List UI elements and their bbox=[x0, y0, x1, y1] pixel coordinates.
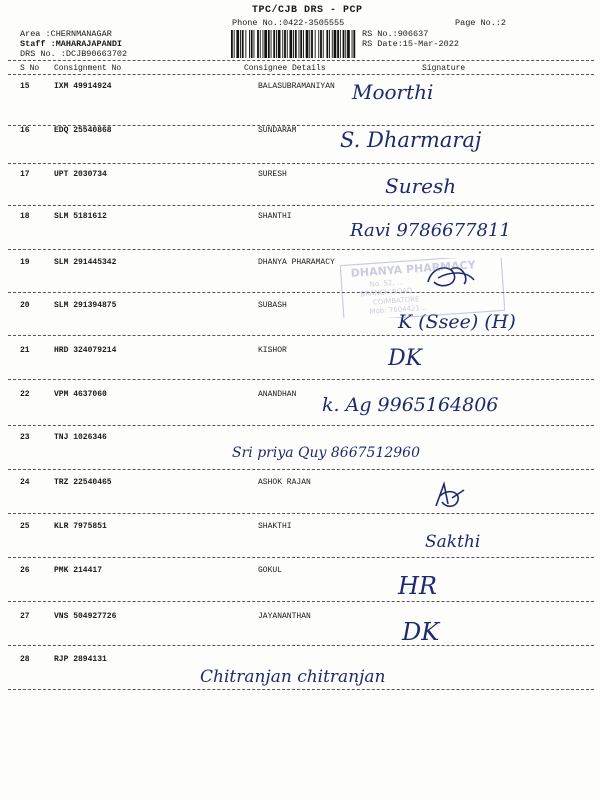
barcode-bar bbox=[282, 30, 283, 58]
table-row bbox=[0, 655, 600, 705]
barcode-bar bbox=[345, 30, 346, 58]
barcode-bar bbox=[311, 30, 313, 58]
row-divider bbox=[8, 335, 594, 336]
row-consignment: SLM 291445342 bbox=[54, 258, 117, 267]
column-consignment: Consignment No bbox=[54, 64, 122, 73]
barcode-bar bbox=[284, 30, 286, 58]
barcode-bar bbox=[240, 30, 241, 58]
row-divider bbox=[8, 645, 594, 646]
row-divider bbox=[8, 557, 594, 558]
barcode-bar bbox=[303, 30, 304, 58]
row-signature: Moorthi bbox=[352, 80, 434, 104]
barcode-bar bbox=[340, 30, 341, 58]
row-sno: 27 bbox=[20, 612, 30, 621]
row-sno: 25 bbox=[20, 522, 30, 531]
barcode-bar bbox=[295, 30, 297, 58]
barcode-bar bbox=[326, 30, 328, 58]
area-label: Area :CHERNMANAGAR bbox=[20, 29, 112, 39]
row-consignment: TRZ 22540465 bbox=[54, 478, 112, 487]
barcode-bar bbox=[323, 30, 324, 58]
row-sno: 24 bbox=[20, 478, 30, 487]
row-signature: k. Ag 9965164806 bbox=[322, 394, 499, 416]
barcode-bar bbox=[343, 30, 345, 58]
row-divider bbox=[8, 163, 594, 164]
barcode-bar bbox=[337, 30, 339, 58]
row-signature: Ravi 9786677811 bbox=[350, 220, 511, 241]
column-signature: Signature bbox=[422, 64, 466, 73]
header-top-rule bbox=[8, 60, 594, 61]
barcode-image bbox=[230, 30, 356, 58]
row-signature: HR bbox=[398, 572, 437, 600]
barcode-bar bbox=[273, 30, 275, 58]
row-sno: 20 bbox=[20, 301, 30, 310]
row-divider bbox=[8, 425, 594, 426]
row-sno: 22 bbox=[20, 390, 30, 399]
row-sno: 15 bbox=[20, 82, 30, 91]
row-consignment: EDQ 25540868 bbox=[54, 126, 112, 135]
barcode-bar bbox=[332, 30, 333, 58]
row-signature: K (Ssee) (H) bbox=[398, 311, 516, 333]
barcode-bar bbox=[276, 30, 277, 58]
staff-label: Staff :MAHARAJAPANDI bbox=[20, 39, 123, 49]
barcode-bar bbox=[236, 30, 239, 58]
barcode-bar bbox=[234, 30, 235, 58]
row-divider bbox=[8, 513, 594, 514]
row-consignment: TNJ 1026346 bbox=[54, 433, 107, 442]
barcode-bar bbox=[352, 30, 353, 58]
page-number: Page No.:2 bbox=[455, 18, 507, 28]
barcode-bar bbox=[245, 30, 246, 58]
row-signature: Sri priya Quy 8667512960 bbox=[232, 445, 420, 461]
row-sno: 21 bbox=[20, 346, 30, 355]
table-row bbox=[0, 478, 600, 528]
barcode-bar bbox=[306, 30, 309, 58]
row-divider bbox=[8, 601, 594, 602]
svg-text:BRANCH ROAD ...: BRANCH ROAD ... bbox=[360, 286, 422, 299]
row-consignee: BALASUBRAMANIYAN bbox=[258, 82, 335, 91]
table-row bbox=[0, 522, 600, 572]
svg-text:COIMBATORE: COIMBATORE bbox=[372, 295, 420, 307]
row-signature-scrawl bbox=[430, 478, 470, 512]
barcode-bar bbox=[271, 30, 272, 58]
barcode-bar bbox=[353, 30, 355, 58]
row-signature: Sakthi bbox=[425, 532, 481, 552]
row-consignee: ANANDHAN bbox=[258, 390, 297, 399]
row-sno: 28 bbox=[20, 655, 30, 664]
row-sno: 18 bbox=[20, 212, 30, 221]
svg-text:Mob: 7604421...: Mob: 7604421... bbox=[369, 303, 427, 316]
row-consignee: SHAKTHI bbox=[258, 522, 292, 531]
row-consignment: PMK 214417 bbox=[54, 566, 103, 575]
barcode-bar bbox=[278, 30, 281, 58]
barcode-bar bbox=[300, 30, 302, 58]
barcode-bar bbox=[347, 30, 350, 58]
row-consignee: JAYANANTHAN bbox=[258, 612, 311, 621]
row-sno: 19 bbox=[20, 258, 30, 267]
table-row bbox=[0, 433, 600, 483]
row-sno: 16 bbox=[20, 126, 30, 135]
table-row bbox=[0, 126, 600, 176]
row-sno: 17 bbox=[20, 170, 30, 179]
barcode-bar bbox=[268, 30, 270, 58]
barcode-bar bbox=[260, 30, 261, 58]
row-divider bbox=[8, 689, 594, 690]
row-consignee: SUNDARAM bbox=[258, 126, 297, 135]
row-consignment: UPT 2030734 bbox=[54, 170, 107, 179]
barcode-bar bbox=[320, 30, 322, 58]
table-row bbox=[0, 346, 600, 396]
drs-number: DRS No. :DCJB90663702 bbox=[20, 49, 128, 59]
barcode-bar bbox=[293, 30, 294, 58]
row-divider bbox=[8, 205, 594, 206]
barcode-bar bbox=[318, 30, 319, 58]
row-consignee: SHANTHI bbox=[258, 212, 292, 221]
barcode-bar bbox=[257, 30, 259, 58]
barcode-bar bbox=[251, 30, 253, 58]
row-consignee: SUBASH bbox=[258, 301, 287, 310]
row-signature: DK bbox=[388, 346, 423, 371]
row-sno: 26 bbox=[20, 566, 30, 575]
barcode-bar bbox=[231, 30, 233, 58]
row-divider bbox=[8, 469, 594, 470]
barcode-bar bbox=[329, 30, 330, 58]
row-consignment: RJP 2894131 bbox=[54, 655, 107, 664]
pharmacy-stamp-image bbox=[340, 258, 505, 318]
barcode-bar bbox=[264, 30, 267, 58]
column-sno: S No bbox=[20, 64, 40, 73]
row-consignment: KLR 7975851 bbox=[54, 522, 107, 531]
row-consignee: KISHOR bbox=[258, 346, 287, 355]
phone-number: Phone No.:0422-3505555 bbox=[232, 18, 345, 28]
svg-text:No. 52, ...: No. 52, ... bbox=[369, 278, 404, 289]
barcode-bar bbox=[263, 30, 264, 58]
row-signature: Chitranjan chitranjan bbox=[200, 667, 386, 687]
sheet-title: TPC/CJB DRS - PCP bbox=[252, 5, 363, 16]
row-signature: Suresh bbox=[385, 174, 457, 198]
row-signature: DK bbox=[402, 618, 440, 646]
barcode-bar bbox=[299, 30, 300, 58]
row-signature: S. Dharmaraj bbox=[340, 128, 482, 152]
header-bottom-rule bbox=[8, 74, 594, 75]
row-consignment: IXM 49914924 bbox=[54, 82, 112, 91]
rs-date: RS Date:15-Mar-2022 bbox=[362, 39, 459, 49]
barcode-bar bbox=[287, 30, 288, 58]
row-sno: 23 bbox=[20, 433, 30, 442]
barcode-bar bbox=[334, 30, 337, 58]
row-consignee: SURESH bbox=[258, 170, 287, 179]
row-consignee: GOKUL bbox=[258, 566, 283, 575]
row-consignment: HRD 324079214 bbox=[54, 346, 117, 355]
table-row bbox=[0, 566, 600, 616]
barcode-bar bbox=[309, 30, 310, 58]
table-row bbox=[0, 301, 600, 351]
barcode-bar bbox=[242, 30, 244, 58]
row-divider bbox=[8, 249, 594, 250]
barcode-bar bbox=[249, 30, 250, 58]
row-divider bbox=[8, 292, 594, 293]
row-consignment: SLM 5181612 bbox=[54, 212, 107, 221]
table-row bbox=[0, 212, 600, 262]
row-consignment: SLM 291394875 bbox=[54, 301, 117, 310]
barcode-bar bbox=[254, 30, 255, 58]
column-consignee: Consignee Details bbox=[244, 64, 326, 73]
row-consignee: ASHOK RAJAN bbox=[258, 478, 311, 487]
row-consignee: DHANYA PHARAMACY bbox=[258, 258, 335, 267]
row-consignment: VPM 4637060 bbox=[54, 390, 107, 399]
barcode-bar bbox=[315, 30, 316, 58]
svg-text:DHANYA PHARMACY: DHANYA PHARMACY bbox=[350, 258, 477, 280]
rs-number: RS No.:906637 bbox=[362, 29, 429, 39]
row-divider bbox=[8, 379, 594, 380]
row-consignment: VNS 504927726 bbox=[54, 612, 117, 621]
barcode-bar bbox=[290, 30, 293, 58]
